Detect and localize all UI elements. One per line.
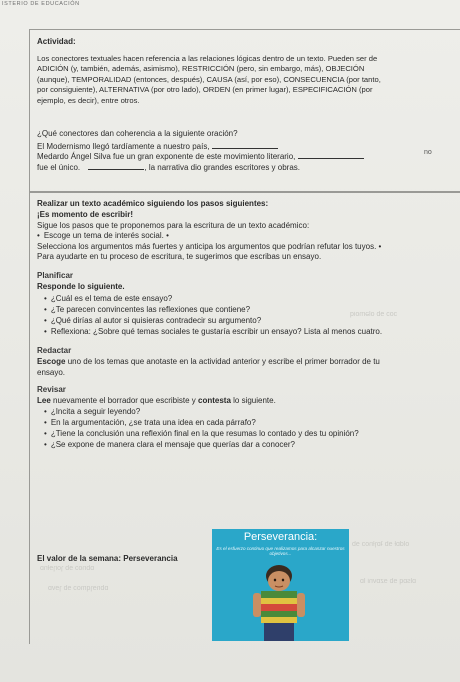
writing-line: Selecciona los argumentos más fuertes y anticipa los argumentos que podrían refutar los tuyos. • [37,242,382,251]
writing-bullet: • Escoge un tema de interés social. • [37,231,169,241]
fill-blank-1[interactable] [212,141,278,149]
writing-subheading: ¡Es momento de escribir! [37,210,134,219]
sentence-text: El Modernismo llegó tardíamente a nuestro país, [37,142,210,151]
sentence-line-3 [37,162,300,173]
writing-heading: Realizar un texto académico siguiendo los pasos siguientes: [37,199,269,208]
boy-illustration [212,529,349,641]
plan-item: • ¿Cuál es el tema de este ensayo? [44,294,172,304]
review-keyword: Lee [37,396,51,405]
value-of-week-label: El valor de la semana: Perseverancia [37,554,178,563]
draft-text: uno de los temas que anotaste en la actividad anterior y escribe el primer borrador de tu [65,357,380,366]
intro-line: ADICIÓN (y, también, además, asimismo), RESTRICCIÓN (pero, sin embargo, más), OBJECIÓN [37,64,365,74]
draft-keyword: Escoge [37,357,66,366]
plan-item: • ¿Qué dirías al autor si quisieras contradecir su argumento? [44,316,261,326]
review-item: • ¿Se expone de manera clara el mensaje que querías dar a conocer? [44,440,295,450]
review-keyword: contesta [198,396,231,405]
review-title: Revisar [37,385,66,394]
connectors-question: ¿Qué conectores dan coherencia a la siguiente oración? [37,129,238,138]
intro-line: (aunque), TEMPORALIDAD (entonces, después), CAUSA (así, por eso), CONSECUENCIA (por tanto, [37,74,381,84]
handwritten-no: no [424,149,432,156]
sentence-text: fue el único. [37,163,81,172]
activity-title: Actividad: [37,37,76,46]
writing-line: Para ayudarte en tu proceso de escritura, te sugerimos que escribas un ensayo. [37,252,322,261]
bleed-through-text: ɒbnoɔ ɘb ɿoiɿɘƚnɒ [40,565,95,572]
plan-subtitle: Responde lo siguiente. [37,282,125,291]
review-text: nuevamente el borrador que escribiste y [50,396,198,405]
draft-line [37,357,380,367]
bleed-through-text: ɒlsɒq ɘb ɘzɒvni lɒ [360,578,417,585]
writing-instruction: Sigue los pasos que te proponemos para la escritura de un texto académico: [37,221,310,230]
draft-line-2: ensayo. [37,368,66,377]
review-instruction [37,396,276,406]
fill-blank-3[interactable] [88,162,144,170]
poster-subtitle: Es el esfuerzo continuo que realizamos para alcanzar nuestros objetivos... [216,546,345,557]
plan-item: • ¿Te parecen convincentes las reflexiones que contiene? [44,305,250,315]
intro-line: ejemplo, es decir), entre otros. [37,95,140,105]
review-item: • ¿Tiene la conclusión una reflexión final en la que resumas lo contado y des tu opinión? [44,429,359,439]
connectors-intro [37,54,455,106]
sentence-text: Medardo Ángel Silva fue un gran exponente de este movimiento literario, [37,152,296,161]
plan-item: • Reflexiona: ¿Sobre qué temas sociales te gustaría escribir un ensayo? Lista al menos cuatro. [44,327,382,337]
review-item: • En la argumentación, ¿se trata una idea en cada párrafo? [44,418,256,428]
intro-line: por consiguiente), ALTERNATIVA (por otro lado), ORDEN (en primer lugar), ESPECIFICACIÓN (por [37,85,373,95]
review-text: lo siguiente. [230,396,276,405]
bleed-through-text: oldɒƚ ɘb ʇɒɿƚnoɔ ɘb [352,541,410,548]
plan-title: Planificar [37,271,74,280]
perseverance-poster [212,529,349,641]
sentence-line-2 [37,151,364,162]
fill-blank-2[interactable] [298,151,364,159]
bleed-through-text: ɔoɔ ɘb oləmoiq [350,311,398,318]
poster-title: Perseverancia: [243,531,318,543]
intro-line: Los conectores textuales hacen referencia a las relaciones lógicas dentro de un texto. Pueden ser de [37,54,378,63]
sentence-text: , la narrativa dio grandes escritores y obras. [144,163,301,172]
review-item: • ¿Incita a seguir leyendo? [44,407,140,417]
draft-title: Redactar [37,346,72,355]
bleed-through-text: ɒbnɘɿqmoɔ ɘb ɿɘvɒ [48,585,109,592]
ministry-header: ISTERIO DE EDUCACIÓN [2,1,80,7]
